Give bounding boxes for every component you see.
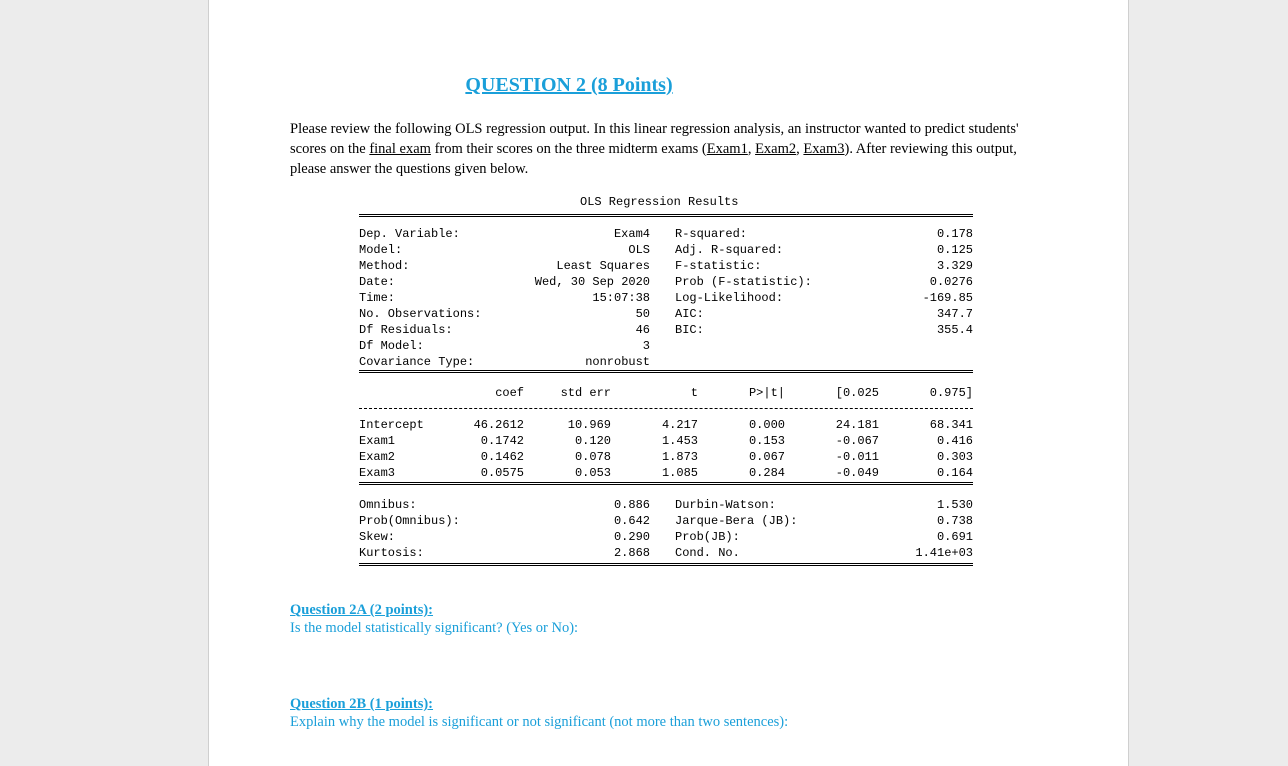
coef-cell: 0.303 bbox=[936, 450, 973, 464]
summary-right-label: R-squared: bbox=[675, 227, 748, 241]
summary-right-value: 355.4 bbox=[936, 323, 973, 337]
coef-cell: 1.453 bbox=[661, 434, 698, 448]
summary-left-label: Df Model: bbox=[359, 339, 424, 353]
summary-right-value: 0.0276 bbox=[929, 275, 973, 289]
question-2a-text: Is the model statistically significant? (Yes or No): bbox=[290, 620, 579, 636]
summary-right-value: -169.85 bbox=[922, 291, 973, 305]
coef-cell: 0.284 bbox=[748, 466, 785, 480]
coef-row-name: Exam2 bbox=[359, 450, 396, 464]
summary-left-value: 50 bbox=[635, 307, 650, 321]
question-title: QUESTION 2 (8 Points) bbox=[465, 74, 673, 96]
coef-cell: 10.969 bbox=[567, 418, 611, 432]
coef-cell: -0.011 bbox=[835, 450, 879, 464]
diag-left-label: Prob(Omnibus): bbox=[359, 514, 460, 528]
coef-cell: 0.164 bbox=[936, 466, 973, 480]
summary-left-value: 15:07:38 bbox=[592, 291, 650, 305]
double-rule bbox=[359, 214, 973, 217]
summary-left-label: Time: bbox=[359, 291, 396, 305]
exam1-term: Exam1 bbox=[706, 141, 748, 157]
coef-column-header: coef bbox=[495, 386, 524, 400]
separator: , bbox=[747, 141, 756, 157]
diag-right-value: 1.530 bbox=[936, 498, 973, 512]
coef-row-name: Exam3 bbox=[359, 466, 396, 480]
summary-right-value: 347.7 bbox=[936, 307, 973, 321]
coef-cell: 4.217 bbox=[661, 418, 698, 432]
summary-right-label: Log-Likelihood: bbox=[675, 291, 784, 305]
summary-right-label: AIC: bbox=[675, 307, 704, 321]
coef-cell: 0.153 bbox=[748, 434, 785, 448]
summary-left-value: 46 bbox=[635, 323, 650, 337]
diag-left-label: Kurtosis: bbox=[359, 546, 424, 560]
coef-column-header: [0.025 bbox=[835, 386, 879, 400]
coef-row-name: Exam1 bbox=[359, 434, 396, 448]
summary-left-label: Df Residuals: bbox=[359, 323, 453, 337]
dashed-rule bbox=[359, 408, 973, 409]
summary-left-label: Covariance Type: bbox=[359, 355, 475, 369]
summary-left-value: nonrobust bbox=[585, 355, 650, 369]
summary-right-label: BIC: bbox=[675, 323, 704, 337]
summary-right-label: Adj. R-squared: bbox=[675, 243, 784, 257]
coef-cell: 0.416 bbox=[936, 434, 973, 448]
diag-right-label: Durbin-Watson: bbox=[675, 498, 776, 512]
diag-right-label: Cond. No. bbox=[675, 546, 740, 560]
double-rule bbox=[359, 370, 973, 373]
coef-cell: 0.120 bbox=[574, 434, 611, 448]
intro-text-2: from their scores on the three midterm exams ( bbox=[430, 141, 707, 157]
coef-cell: 24.181 bbox=[835, 418, 879, 432]
document-page bbox=[208, 0, 1129, 766]
coef-cell: 1.873 bbox=[661, 450, 698, 464]
summary-left-label: No. Observations: bbox=[359, 307, 482, 321]
diag-right-label: Jarque-Bera (JB): bbox=[675, 514, 798, 528]
summary-left-label: Date: bbox=[359, 275, 396, 289]
coef-cell: 0.000 bbox=[748, 418, 785, 432]
summary-right-value: 0.125 bbox=[936, 243, 973, 257]
diag-left-value: 0.886 bbox=[613, 498, 650, 512]
diag-right-value: 1.41e+03 bbox=[915, 546, 973, 560]
question-2b-text: Explain why the model is significant or not significant (not more than two sentences): bbox=[290, 714, 789, 730]
coef-column-header: P>|t| bbox=[748, 386, 785, 400]
coef-cell: -0.049 bbox=[835, 466, 879, 480]
question-2a-heading: Question 2A (2 points): bbox=[290, 602, 434, 618]
coef-column-header: 0.975] bbox=[929, 386, 973, 400]
exam3-term: Exam3 bbox=[803, 141, 845, 157]
coef-column-header: t bbox=[690, 386, 698, 400]
question-2b-heading: Question 2B (1 points): bbox=[290, 696, 434, 712]
summary-left-value: Exam4 bbox=[613, 227, 650, 241]
intro-paragraph bbox=[290, 119, 1050, 179]
coef-cell: 46.2612 bbox=[473, 418, 524, 432]
summary-right-value: 3.329 bbox=[936, 259, 973, 273]
coef-cell: 0.067 bbox=[748, 450, 785, 464]
summary-left-value: 3 bbox=[642, 339, 650, 353]
diag-right-label: Prob(JB): bbox=[675, 530, 740, 544]
separator: , bbox=[796, 141, 804, 157]
diag-left-value: 0.642 bbox=[613, 514, 650, 528]
coef-column-header: std err bbox=[560, 386, 611, 400]
double-rule bbox=[359, 482, 973, 485]
final-exam-term: final exam bbox=[369, 141, 431, 157]
ols-heading: OLS Regression Results bbox=[580, 195, 739, 209]
coef-cell: 0.1462 bbox=[480, 450, 524, 464]
summary-right-label: F-statistic: bbox=[675, 259, 762, 273]
double-rule bbox=[359, 563, 973, 566]
summary-right-label: Prob (F-statistic): bbox=[675, 275, 812, 289]
summary-left-value: Wed, 30 Sep 2020 bbox=[534, 275, 650, 289]
summary-left-value: Least Squares bbox=[556, 259, 650, 273]
coef-cell: 0.1742 bbox=[480, 434, 524, 448]
diag-right-value: 0.691 bbox=[936, 530, 973, 544]
diag-right-value: 0.738 bbox=[936, 514, 973, 528]
diag-left-label: Skew: bbox=[359, 530, 396, 544]
coef-cell: -0.067 bbox=[835, 434, 879, 448]
summary-left-value: OLS bbox=[628, 243, 650, 257]
summary-right-value: 0.178 bbox=[936, 227, 973, 241]
summary-left-label: Method: bbox=[359, 259, 410, 273]
diag-left-value: 2.868 bbox=[613, 546, 650, 560]
diag-left-value: 0.290 bbox=[613, 530, 650, 544]
exam2-term: Exam2 bbox=[755, 141, 797, 157]
coef-cell: 0.0575 bbox=[480, 466, 524, 480]
summary-left-label: Model: bbox=[359, 243, 403, 257]
coef-cell: 68.341 bbox=[929, 418, 973, 432]
coef-cell: 1.085 bbox=[661, 466, 698, 480]
coef-cell: 0.078 bbox=[574, 450, 611, 464]
coef-cell: 0.053 bbox=[574, 466, 611, 480]
diag-left-label: Omnibus: bbox=[359, 498, 417, 512]
coef-row-name: Intercept bbox=[359, 418, 424, 432]
intro-text-1: Please review the following OLS regression output. In this linear regression analysis, an instructor wanted to predict students' scores on the bbox=[290, 121, 1019, 157]
summary-left-label: Dep. Variable: bbox=[359, 227, 460, 241]
intro-text-3: ). After reviewing this output, please answer the questions given below. bbox=[290, 141, 1017, 177]
